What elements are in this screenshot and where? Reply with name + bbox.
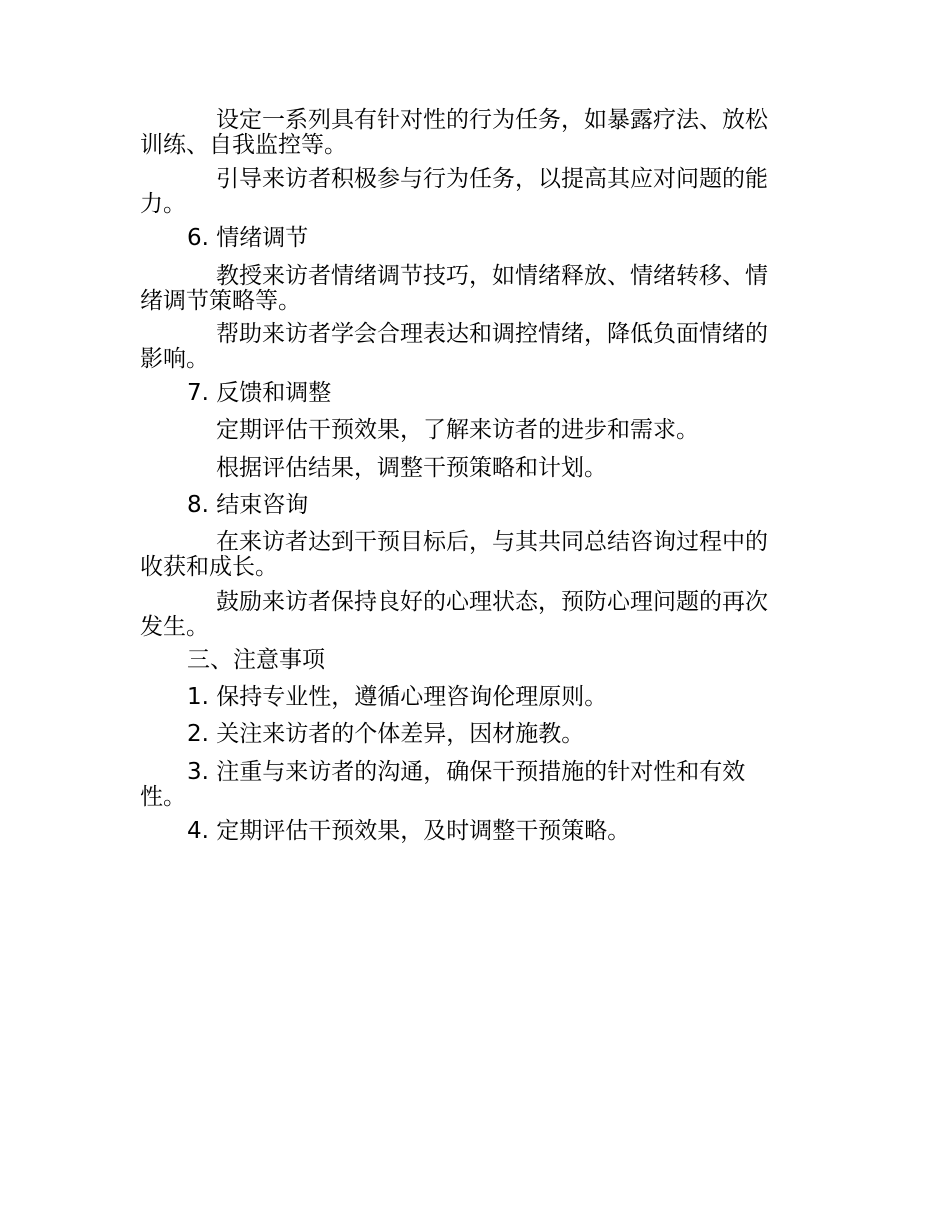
paragraph-guide-participation: 引导来访者积极参与行为任务，以提高其应对问题的能力。 xyxy=(140,166,768,217)
paragraph-express-emotions: 帮助来访者学会合理表达和调控情绪，降低负面情绪的影响。 xyxy=(140,321,768,372)
paragraph-prevent-recurrence: 鼓励来访者保持良好的心理状态，预防心理问题的再次发生。 xyxy=(140,589,768,640)
paragraph-summarize-gains: 在来访者达到干预目标后，与其共同总结咨询过程中的收获和成长。 xyxy=(140,529,768,580)
paragraph-evaluate-effect: 定期评估干预效果，了解来访者的进步和需求。 xyxy=(216,417,699,443)
note-item-3: 3. 注重与来访者的沟通，确保干预措施的针对性和有效性。 xyxy=(140,759,746,810)
heading-end-consultation: 8. 结束咨询 xyxy=(187,492,309,518)
heading-feedback-adjustment: 7. 反馈和调整 xyxy=(187,380,332,406)
heading-notes: 三、注意事项 xyxy=(187,647,325,673)
paragraph-adjust-strategy: 根据评估结果，调整干预策略和计划。 xyxy=(216,455,607,481)
note-item-4: 4. 定期评估干预效果，及时调整干预策略。 xyxy=(187,818,631,844)
heading-emotion-regulation: 6. 情绪调节 xyxy=(187,225,309,251)
note-item-1: 1. 保持专业性，遵循心理咨询伦理原则。 xyxy=(187,684,608,710)
paragraph-teach-emotion-skills: 教授来访者情绪调节技巧，如情绪释放、情绪转移、情绪调节策略等。 xyxy=(140,263,768,314)
paragraph-behavior-tasks: 设定一系列具有针对性的行为任务，如暴露疗法、放松训练、自我监控等。 xyxy=(140,107,768,158)
note-item-2: 2. 关注来访者的个体差异，因材施教。 xyxy=(187,721,585,747)
